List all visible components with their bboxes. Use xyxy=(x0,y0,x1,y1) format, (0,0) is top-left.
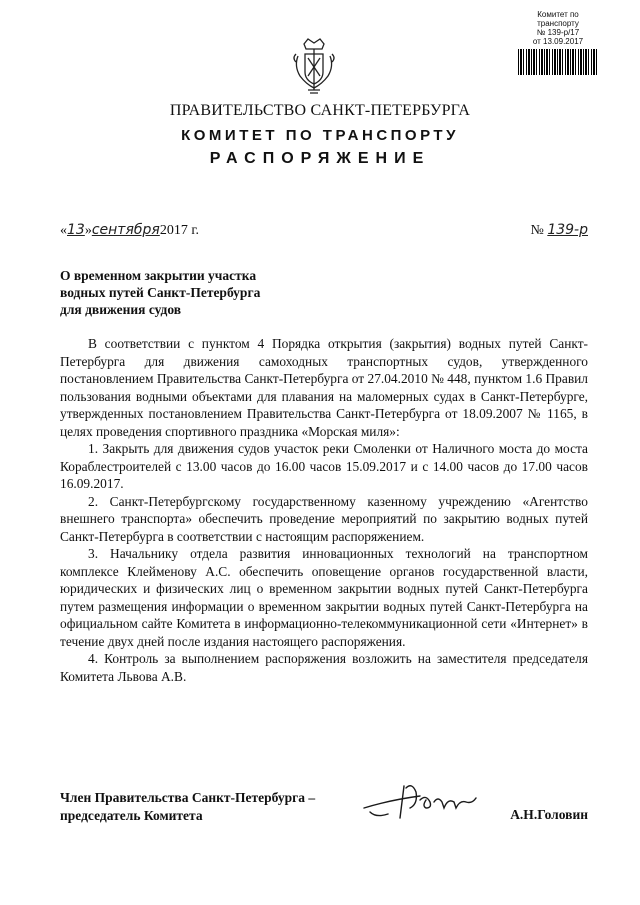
position-line: Член Правительства Санкт-Петербурга – xyxy=(60,790,316,805)
order-item-4: 4. Контроль за выполнением распоряжения возложить на заместителя председателя Комитета Львова А.В. xyxy=(60,651,588,684)
signatory-position xyxy=(60,789,360,825)
barcode xyxy=(518,49,598,75)
handwritten-signature xyxy=(360,778,480,826)
subject-line: О временном закрытии участка xyxy=(60,268,257,283)
number-prefix: № xyxy=(530,223,544,238)
order-item-1: 1. Закрыть для движения судов участок реки Смоленки от Наличного моста до моста Кораблестроителей с 13.00 часов до 16.00 часов 15.09.2017 и с 14.00 часов до 17.00 часов 16.09.2017. xyxy=(60,441,588,491)
date-month: сентября xyxy=(91,222,160,238)
preamble-paragraph: В соответствии с пунктом 4 Порядка открытия (закрытия) водных путей Санкт-Петербурга для движения самоходных транспортных судов, утвержденного постановлением Правительства Санкт-Петербурга от 27.04.2010 № 448, пунктом 1.6 Правил пользования водными объектами для плавания на маломерных судах в Санкт-Петербурге, утвержденных постановлением Правительства Санкт-Петербурга от 18.09.2007 № 1165, в целях проведения спортивного праздника «Морская миля»: xyxy=(60,336,588,439)
stamp-number: № 139-р/17 xyxy=(536,28,580,37)
date-year: 2017 г. xyxy=(159,223,199,238)
document-subject xyxy=(60,267,320,318)
date-open-quote: « xyxy=(60,223,67,238)
registration-stamp xyxy=(518,10,598,75)
position-line: председатель Комитета xyxy=(60,808,203,823)
coat-of-arms-emblem xyxy=(292,38,336,94)
subject-line: для движения судов xyxy=(60,302,182,317)
date-close-quote: » xyxy=(84,223,92,238)
document-body xyxy=(60,335,588,685)
stamp-date: от 13.09.2017 xyxy=(532,37,584,46)
date-day: 13 xyxy=(67,222,85,238)
document-number xyxy=(530,222,588,239)
document-type-title: РАСПОРЯЖЕНИЕ xyxy=(209,150,431,167)
government-title: ПРАВИТЕЛЬСТВО САНКТ-ПЕТЕРБУРГА xyxy=(169,102,471,119)
signatory-name: А.Н.Головин xyxy=(510,807,588,822)
stamp-committee: Комитет по транспорту xyxy=(537,10,579,28)
order-item-3: 3. Начальнику отдела развития инновационных технологий на транспортном комплексе Клейменову А.С. обеспечить оповещение органов государственной власти, юридических и физических лиц о временном закрытии водных путей Санкт-Петербурга путем размещения информации о временном закрытии водных путей Санкт-Петербурга на официальном сайте Комитета в информационно-телекоммуникационной сети «Интернет» в течение двух дней после издания настоящего распоряжения. xyxy=(60,546,588,649)
number-value: 139-р xyxy=(547,222,588,238)
subject-line: водных путей Санкт-Петербурга xyxy=(60,285,261,300)
order-item-2: 2. Санкт-Петербургскому государственному казенному учреждению «Агентство внешнего транспорта» обеспечить проведение мероприятий по закрытию водных путей Санкт-Петербурга в соответствии с настоящим распоряжением. xyxy=(60,493,588,544)
committee-title: КОМИТЕТ ПО ТРАНСПОРТУ xyxy=(181,127,459,144)
document-date xyxy=(60,222,199,239)
